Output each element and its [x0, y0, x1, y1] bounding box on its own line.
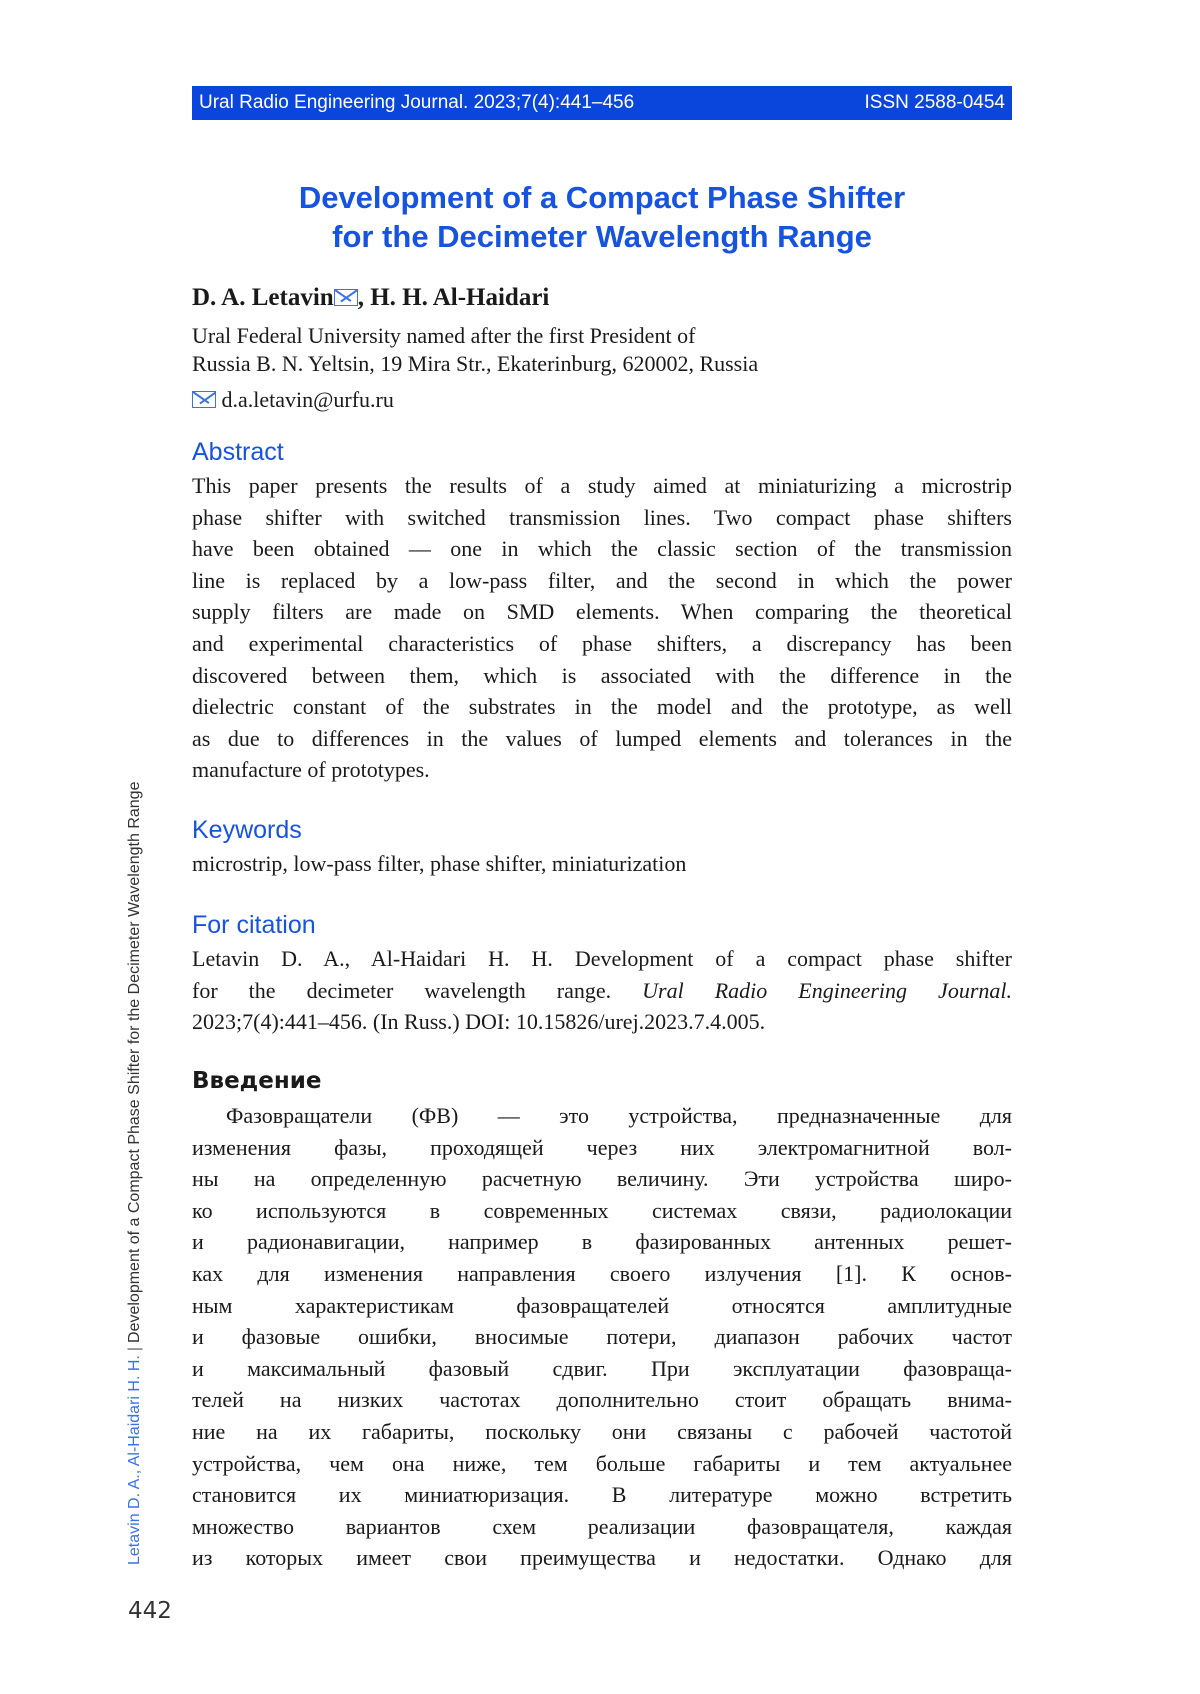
text-line: discovered between them, which is associated with the difference in the [192, 660, 1012, 692]
text-line: из которых имеет свои преимущества и недостатки. Однако для [192, 1542, 1012, 1574]
journal-name: Ural Radio Engineering Journal. [642, 978, 1012, 1003]
title-line: for the Decimeter Wavelength Range [192, 217, 1012, 256]
abstract-text [192, 470, 1012, 786]
journal-header-bar [192, 86, 1012, 120]
text-line: supply filters are made on SMD elements. When comparing the theoretical [192, 596, 1012, 628]
keywords-heading: Keywords [192, 816, 302, 845]
envelope-icon [334, 289, 358, 306]
running-sidebar [126, 782, 144, 1565]
text-line: as due to differences in the values of lumped elements and tolerances in the [192, 723, 1012, 755]
authors [192, 284, 549, 312]
text-line: and experimental characteristics of phase shifters, a discrepancy has been [192, 628, 1012, 660]
citation-heading: For citation [192, 911, 316, 940]
title-line: Development of a Compact Phase Shifter [192, 178, 1012, 217]
section-heading-intro: Введение [192, 1068, 321, 1094]
text-line: phase shifter with switched transmission lines. Two compact phase shifters [192, 502, 1012, 534]
affiliation [192, 322, 758, 378]
sidebar-title: Development of a Compact Phase Shifter for the Decimeter Wavelength Range [126, 782, 143, 1343]
keywords-text [192, 848, 1012, 880]
author-name: D. A. Letavin [192, 284, 334, 311]
abstract-heading: Abstract [192, 438, 284, 467]
envelope-icon [192, 391, 216, 408]
author-name: , H. H. Al-Haidari [358, 284, 550, 311]
citation-text [192, 943, 1012, 1038]
text-line: This paper presents the results of a study aimed at miniaturizing a microstrip [192, 470, 1012, 502]
sidebar-authors: Letavin D. A., Al-Haidari H. H. [126, 1355, 143, 1565]
issn: ISSN 2588-0454 [865, 92, 1006, 114]
text-line: множество вариантов схем реализации фазовращателя, каждая [192, 1511, 1012, 1543]
text-line: ках для изменения направления своего излучения [1]. К основ- [192, 1258, 1012, 1290]
text-line [192, 975, 1012, 1007]
page-number: 442 [128, 1598, 172, 1624]
text-line: и фазовые ошибки, вносимые потери, диапазон рабочих частот [192, 1321, 1012, 1353]
paper-title [192, 178, 1012, 256]
text-line: ны на определенную расчетную величину. Эти устройства широ- [192, 1163, 1012, 1195]
text-line: line is replaced by a low-pass filter, and the second in which the power [192, 565, 1012, 597]
text-line: устройства, чем она ниже, тем больше габариты и тем актуальнее [192, 1448, 1012, 1480]
text-line: изменения фазы, проходящей через них электромагнитной вол- [192, 1132, 1012, 1164]
sidebar-separator: | [126, 1343, 143, 1355]
text-line: ние на их габариты, поскольку они связаны с рабочей частотой [192, 1416, 1012, 1448]
text-line: microstrip, low-pass filter, phase shifter, miniaturization [192, 848, 1012, 880]
text-line: телей на низких частотах дополнительно стоит обращать внима- [192, 1384, 1012, 1416]
text-line: Фазовращатели (ФВ) — это устройства, предназначенные для [192, 1100, 1012, 1132]
text-line: have been obtained — one in which the classic section of the transmission [192, 533, 1012, 565]
email-row [192, 387, 394, 413]
text-line: ко используются в современных системах связи, радиолокации [192, 1195, 1012, 1227]
text-line: и радионавигации, например в фазированных антенных решет- [192, 1226, 1012, 1258]
text-line: и максимальный фазовый сдвиг. При эксплуатации фазовраща- [192, 1353, 1012, 1385]
affiliation-line: Russia B. N. Yeltsin, 19 Mira Str., Ekaterinburg, 620002, Russia [192, 350, 758, 378]
text-line: dielectric constant of the substrates in the model and the prototype, as well [192, 691, 1012, 723]
text-line: становится их миниатюризация. В литературе можно встретить [192, 1479, 1012, 1511]
affiliation-line: Ural Federal University named after the first President of [192, 322, 758, 350]
email-link[interactable]: d.a.letavin@urfu.ru [222, 387, 394, 412]
text-line: ным характеристикам фазовращателей относятся амплитудные [192, 1290, 1012, 1322]
text-line: manufacture of prototypes. [192, 754, 1012, 786]
citation-part: for the decimeter wavelength range. [192, 978, 642, 1003]
text-line: Letavin D. A., Al-Haidari H. H. Development of a compact phase shifter [192, 943, 1012, 975]
intro-text [192, 1100, 1012, 1574]
text-line: 2023;7(4):441–456. (In Russ.) DOI: 10.15826/urej.2023.7.4.005. [192, 1006, 1012, 1038]
journal-citation: Ural Radio Engineering Journal. 2023;7(4):441–456 [199, 92, 634, 114]
